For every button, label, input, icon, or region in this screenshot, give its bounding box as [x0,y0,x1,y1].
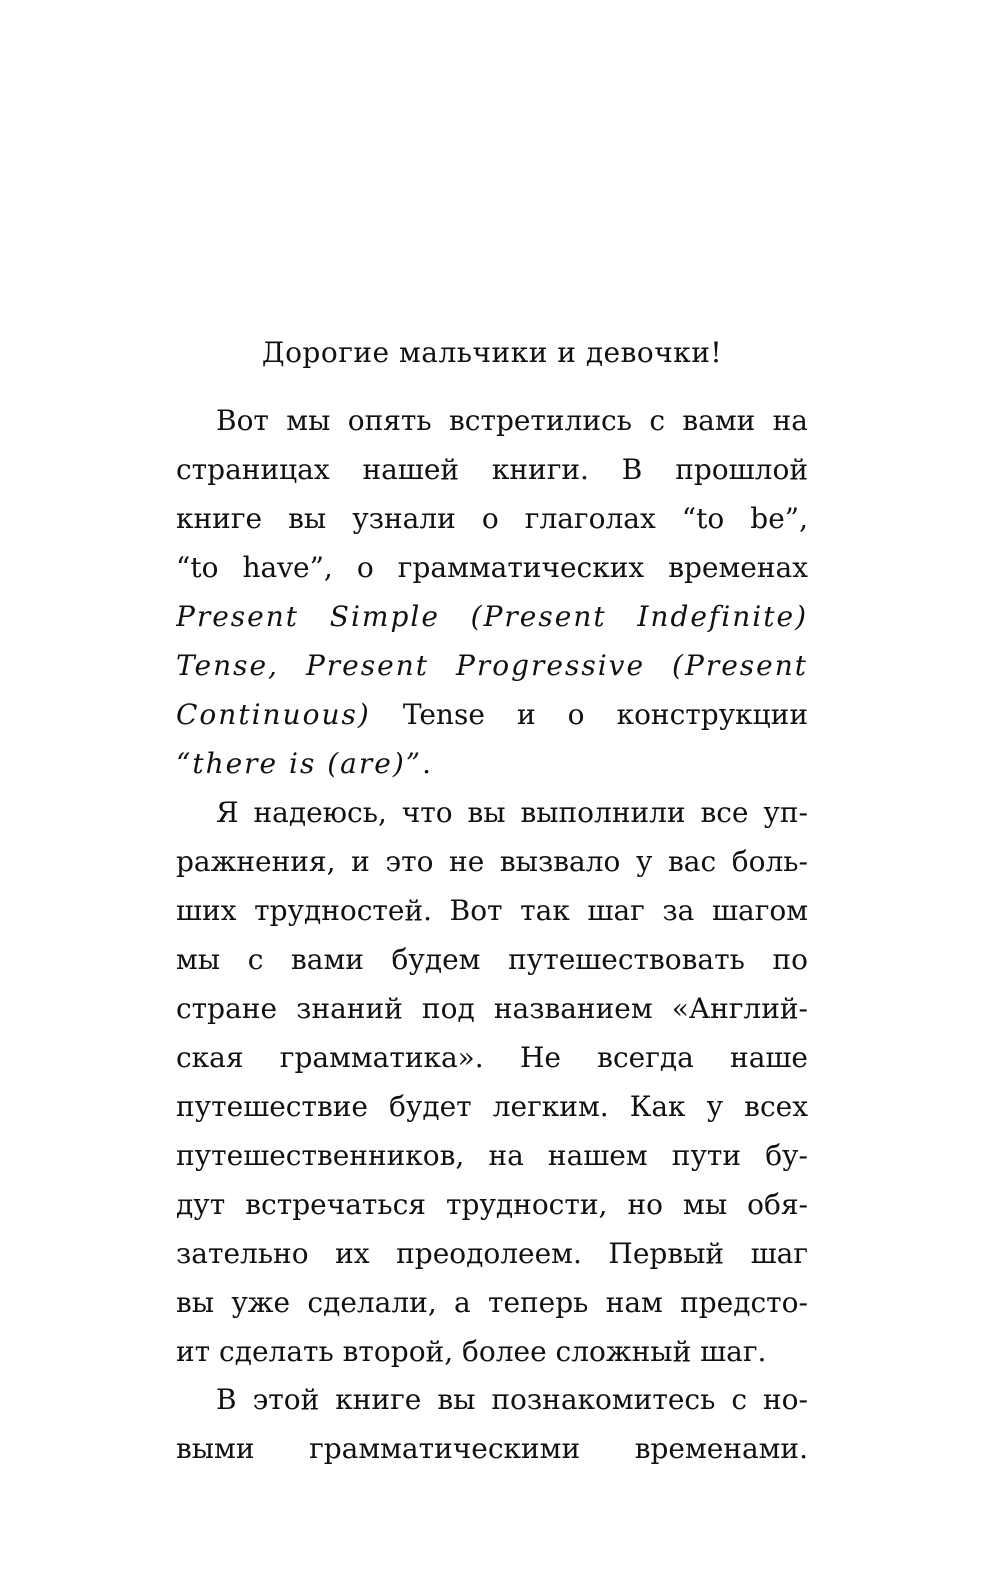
paragraph-3-line: выми грамматическими временами. [176,1432,808,1465]
paragraph-3 [176,1375,808,1473]
paragraph-2-line: путешествие будет легким. Как у всех [176,1090,808,1123]
paragraph-2-line: путешественников, на нашем пути бу- [176,1139,808,1172]
paragraph-2-line: Я надеюсь, что вы выполнили все уп- [216,796,808,829]
paragraph-2-line: вы уже сделали, а теперь нам предсто- [176,1286,808,1319]
greeting-heading: Дорогие мальчики и девочки! [261,336,723,369]
regular-text: . [422,747,431,780]
paragraph-2-line: зательно их преодолеем. Первый шаг [176,1237,808,1270]
paragraph-2-line: ших трудностей. Вот так шаг за шагом [176,894,808,927]
paragraph-2 [176,788,808,1376]
paragraph-3-line: В этой книге вы познакомитесь с но- [216,1383,808,1416]
paragraph-1-line: “to have”, о грамматических временах [176,551,808,584]
italic-term: “there is (are)” [176,747,423,780]
paragraph-2-line: ражнения, и это не вызвало у вас боль- [176,845,808,878]
paragraph-1-line: страницах нашей книги. В прошлой [176,453,808,486]
paragraph-1-line-mixed [176,690,808,739]
regular-text: Tense и о конструкции [370,698,808,731]
italic-term: Continuous) [176,698,371,731]
paragraph-2-line: дут встречаться трудности, но мы обя- [176,1188,808,1221]
paragraph-1 [176,396,808,788]
paragraph-2-line: стране знаний под названием «Англий- [176,992,808,1025]
paragraph-2-line: ит сделать второй, более сложный шаг. [176,1335,767,1368]
paragraph-1-line-italic: Tense, Present Progressive (Present [176,649,808,682]
paragraph-1-line: книге вы узнали о глаголах “to be”, [176,502,808,535]
paragraph-1-line: Вот мы опять встретились с вами на [216,404,808,437]
paragraph-2-line: ская грамматика». Не всегда наше [176,1041,808,1074]
paragraph-1-line-mixed [176,739,808,788]
paragraph-1-line-italic: Present Simple (Present Indefinite) [176,600,808,633]
paragraph-2-line: мы с вами будем путешествовать по [176,943,808,976]
